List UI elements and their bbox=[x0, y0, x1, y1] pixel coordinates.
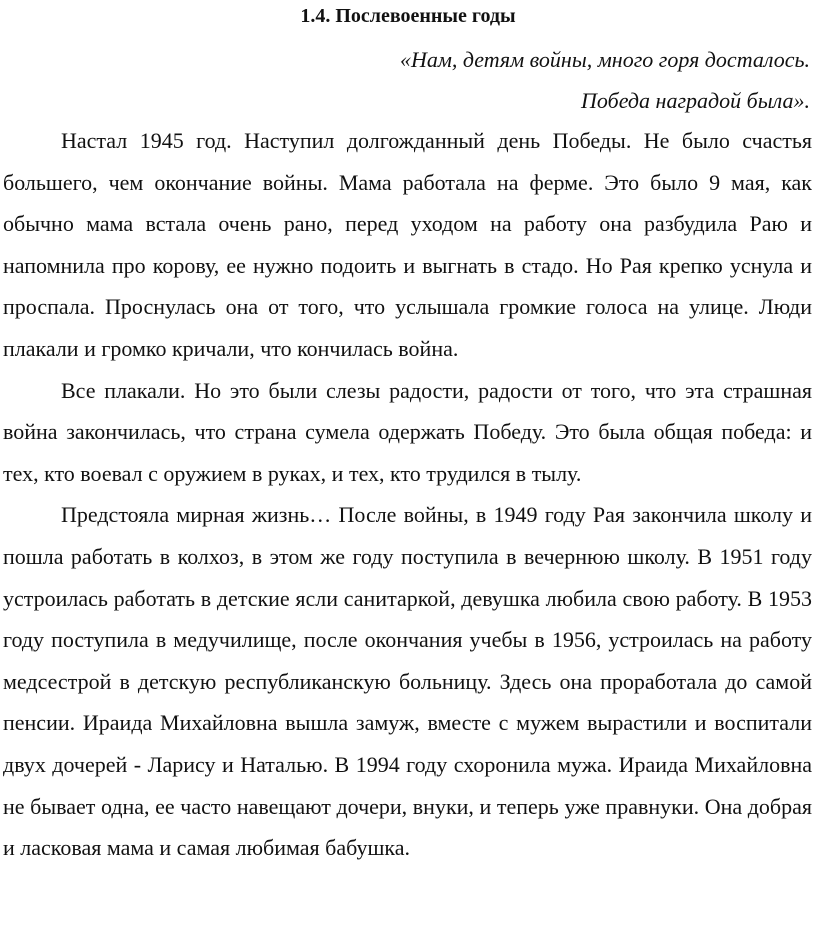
paragraph-3: Предстояла мирная жизнь… После войны, в 1949 году Рая закончила школу и пошла работать в колхоз, в этом же году поступила в вечернюю школу. В 1951 году устроилась работать в детские ясли санитаркой, девушка любила свою работу. В 1953 году поступила в медучилище, после окончания учебы в 1956, устроилась на работу медсестрой в детскую республиканскую больницу. Здесь она проработала до самой пенсии. Ираида Михайловна вышла замуж, вместе с мужем вырастили и воспитали двух дочерей - Ларису и Наталью. В 1994 году схоронила мужа. Ираида Михайловна не бывает одна, ее часто навещают дочери, внуки, и теперь уже правнуки. Она добрая и ласковая мама и самая любимая бабушка. bbox=[3, 502, 812, 861]
epigraph-line-2: Победа наградой была». bbox=[581, 88, 810, 113]
paragraph-2: Все плакали. Но это были слезы радости, радости от того, что эта страшная война закончилась, что страна сумела одержать Победу. Это была общая победа: и тех, кто воевал с оружием в руках, и тех, кто трудился в тылу. bbox=[3, 377, 812, 486]
epigraph-line-1: «Нам, детям войны, много горя досталось. bbox=[399, 47, 810, 72]
section-heading: 1.4. Послевоенные годы bbox=[300, 5, 516, 27]
paragraph-1: Настал 1945 год. Наступил долгожданный день Победы. Не было счастья большего, чем окончание войны. Мама работала на ферме. Это было 9 мая, как обычно мама встала очень рано, перед уходом на работу она разбудила Раю и напомнила про корову, ее нужно подоить и выгнать в стадо. Но Рая крепко уснула и проспала. Проснулась она от того, что услышала громкие голоса на улице. Люди плакали и громко кричали, что кончилась война. bbox=[3, 128, 812, 361]
body-text bbox=[3, 120, 812, 869]
